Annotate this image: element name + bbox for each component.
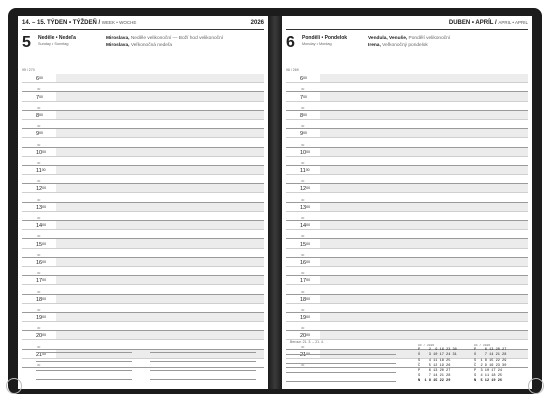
hour-label: $9^{00}$: [300, 131, 307, 138]
hour-row[interactable]: [286, 111, 528, 120]
day-name-sub: Sunday • Sonntag: [38, 42, 69, 46]
binding-spine: [268, 16, 282, 389]
half-hour-label: 30: [37, 142, 41, 147]
hour-label: $6^{00}$: [300, 76, 307, 83]
hour-label: $11^{00}$: [300, 168, 310, 175]
hour-row[interactable]: [286, 221, 528, 230]
half-hour-row[interactable]: [22, 138, 264, 147]
half-hour-label: 30: [37, 105, 41, 110]
half-hour-row[interactable]: [22, 249, 264, 258]
hour-row[interactable]: [286, 92, 528, 101]
right-date-block: [282, 34, 532, 74]
hour-label: $17^{00}$: [36, 278, 47, 285]
notes-column[interactable]: [286, 346, 396, 386]
hour-label: $14^{00}$: [300, 223, 311, 230]
hour-row[interactable]: [286, 184, 528, 193]
half-hour-label: 30: [301, 87, 305, 92]
hour-label: $16^{00}$: [36, 259, 47, 266]
week-label: 14. – 15. TÝDEN • TÝŽDEŇ / WEEK • WOCHE: [22, 20, 137, 26]
half-hour-label: 30: [301, 142, 305, 147]
half-hour-label: 30: [37, 363, 41, 367]
day-of-year: 96 / 269: [286, 68, 299, 72]
hour-label: $8^{00}$: [300, 112, 307, 119]
half-hour-row[interactable]: [22, 304, 264, 313]
name-days: Miroslava, Neděle velikonoční — Boží hod velikonoční Miroslava, Veľkonočná nedeľa: [106, 36, 224, 48]
hour-label: $14^{00}$: [36, 223, 47, 230]
half-hour-row[interactable]: [22, 83, 264, 92]
month-label: DUBEN • APRÍL / APRIL • APRIL: [448, 20, 528, 26]
half-hour-label: 30: [301, 197, 305, 202]
half-hour-label: 30: [301, 271, 305, 276]
hour-grid-right: [286, 74, 528, 368]
hour-grid-left: [22, 74, 264, 368]
half-hour-label: 30: [301, 344, 305, 349]
hour-row[interactable]: [22, 111, 264, 120]
half-hour-row[interactable]: [22, 267, 264, 276]
half-hour-label: 30: [37, 344, 41, 349]
half-hour-label: 30: [301, 216, 305, 220]
hour-label: $15^{00}$: [300, 241, 311, 248]
hour-row[interactable]: [22, 295, 264, 304]
hour-row[interactable]: [22, 92, 264, 101]
half-hour-label: 30: [301, 363, 305, 367]
half-hour-row[interactable]: [286, 212, 528, 221]
hour-label: $13^{00}$: [300, 204, 311, 211]
hour-label: $16^{00}$: [300, 259, 311, 266]
day-number: 6: [286, 34, 295, 51]
half-hour-row[interactable]: [286, 138, 528, 147]
hour-row[interactable]: [286, 295, 528, 304]
half-hour-label: 30: [301, 307, 305, 312]
hour-row[interactable]: [22, 258, 264, 267]
half-hour-row[interactable]: [22, 212, 264, 221]
left-header: [22, 19, 264, 30]
hour-row[interactable]: [286, 276, 528, 285]
day-name: Pondělí • Pondelok: [302, 35, 348, 41]
hour-label: $19^{00}$: [36, 315, 47, 322]
half-hour-row[interactable]: [286, 304, 528, 313]
hour-label: $20^{00}$: [36, 333, 47, 340]
hour-label: $6^{00}$: [36, 76, 43, 83]
hour-label: $21^{00}$: [300, 351, 311, 358]
hour-row[interactable]: [286, 258, 528, 267]
hour-label: $20^{00}$: [300, 333, 311, 340]
hour-row[interactable]: [286, 313, 528, 322]
hour-label: $8^{00}$: [36, 112, 43, 119]
hour-label: $9^{00}$: [36, 131, 43, 138]
half-hour-row[interactable]: [22, 230, 264, 239]
hour-row[interactable]: [286, 129, 528, 138]
half-hour-row[interactable]: [286, 230, 528, 239]
mini-calendar-april: 04 / 2026 P 6 13 20 27 Ú 7 14 21 28 S 1 8 15 22 29 Č 2 9 16 23 30 P 3 10 17 24 S 4 11 18 25 N 5 12 19 26: [474, 344, 507, 384]
hour-label: $12^{00}$: [300, 186, 311, 193]
half-hour-row[interactable]: [22, 157, 264, 166]
hour-row[interactable]: [22, 313, 264, 322]
mini-calendar-march: 03 / 2026 P 2 9 16 23 30 Ú 3 10 17 24 31 S 4 11 18 25 Č 5 12 19 26 P 6 13 20 27 S 7 14 21 28 N 1 8 15 22 29: [418, 344, 457, 384]
corner-mark-right: [528, 378, 544, 394]
hour-row[interactable]: [22, 166, 264, 175]
half-hour-label: 30: [37, 326, 41, 331]
half-hour-label: 30: [301, 326, 305, 331]
half-hour-row[interactable]: [22, 193, 264, 202]
day-number: 5: [22, 34, 31, 51]
half-hour-row[interactable]: [286, 83, 528, 92]
half-hour-label: 30: [37, 307, 41, 312]
hour-label: $19^{00}$: [300, 315, 311, 322]
half-hour-label: 30: [301, 179, 305, 184]
half-hour-row[interactable]: [286, 157, 528, 166]
hour-label: $15^{00}$: [36, 241, 47, 248]
corner-mark-left: [6, 378, 22, 394]
hour-label: $7^{00}$: [300, 94, 307, 101]
half-hour-label: 30: [37, 216, 41, 220]
hour-row[interactable]: [22, 203, 264, 212]
hour-row[interactable]: [22, 221, 264, 230]
half-hour-label: 30: [301, 289, 305, 294]
day-of-year: 95 / 270: [22, 68, 35, 72]
half-hour-row[interactable]: [286, 322, 528, 331]
hour-label: $11^{00}$: [36, 168, 46, 175]
hour-label: $18^{00}$: [300, 296, 311, 303]
hour-row[interactable]: [22, 184, 264, 193]
left-date-block: [18, 34, 268, 74]
hour-row[interactable]: [22, 331, 264, 340]
name-days: Vendula, Venuše, Pondělí velikonoční Irena, Veľkonočný pondelok: [368, 36, 451, 48]
half-hour-row[interactable]: [22, 120, 264, 129]
hour-label: $10^{00}$: [36, 149, 47, 156]
right-page: [282, 16, 532, 389]
half-hour-label: 30: [301, 105, 305, 110]
hour-label: $12^{00}$: [36, 186, 47, 193]
half-hour-row[interactable]: [286, 120, 528, 129]
hour-label: $17^{00}$: [300, 278, 311, 285]
half-hour-row[interactable]: [286, 249, 528, 258]
half-hour-label: 30: [37, 289, 41, 294]
day-name: Neděle • Nedeľa: [38, 35, 76, 41]
hour-label: $10^{00}$: [300, 149, 311, 156]
hour-row[interactable]: [22, 148, 264, 157]
half-hour-row[interactable]: [22, 175, 264, 184]
half-hour-label: 30: [301, 160, 305, 165]
half-hour-label: 30: [37, 252, 41, 257]
hour-row[interactable]: [286, 239, 528, 248]
half-hour-label: 30: [37, 234, 41, 239]
half-hour-label: 30: [37, 271, 41, 276]
half-hour-row[interactable]: [286, 193, 528, 202]
half-hour-label: 30: [301, 124, 305, 129]
left-page: [18, 16, 268, 389]
right-header: [286, 19, 528, 30]
hour-label: $21^{00}$: [36, 351, 47, 358]
hour-row[interactable]: [22, 276, 264, 285]
half-hour-label: 30: [37, 197, 41, 202]
hour-row[interactable]: [286, 166, 528, 175]
hour-label: $18^{00}$: [36, 296, 47, 303]
year-label: 2026: [250, 20, 264, 26]
half-hour-label: 30: [37, 160, 41, 165]
notes-column[interactable]: [36, 344, 132, 384]
hour-label: $7^{00}$: [36, 94, 43, 101]
half-hour-label: 30: [37, 179, 41, 184]
half-hour-label: 30: [301, 234, 305, 239]
half-hour-row[interactable]: [22, 102, 264, 111]
half-hour-row[interactable]: [22, 285, 264, 294]
hour-row[interactable]: [286, 148, 528, 157]
half-hour-label: 30: [37, 87, 41, 92]
hour-row[interactable]: [22, 129, 264, 138]
hour-row[interactable]: [286, 203, 528, 212]
half-hour-label: 30: [37, 124, 41, 129]
half-hour-row[interactable]: [286, 267, 528, 276]
half-hour-label: 30: [301, 252, 305, 257]
half-hour-row[interactable]: [22, 322, 264, 331]
notes-column[interactable]: [150, 344, 256, 384]
hour-row[interactable]: [22, 239, 264, 248]
half-hour-row[interactable]: [286, 102, 528, 111]
half-hour-row[interactable]: [286, 175, 528, 184]
hour-row[interactable]: [22, 74, 264, 83]
hour-row[interactable]: [286, 74, 528, 83]
sunrise-place: Beroun 21. 3. – 21. 4.: [290, 340, 324, 344]
half-hour-row[interactable]: [286, 285, 528, 294]
day-name-sub: Monday • Montag: [302, 42, 332, 46]
hour-label: $13^{00}$: [36, 204, 47, 211]
